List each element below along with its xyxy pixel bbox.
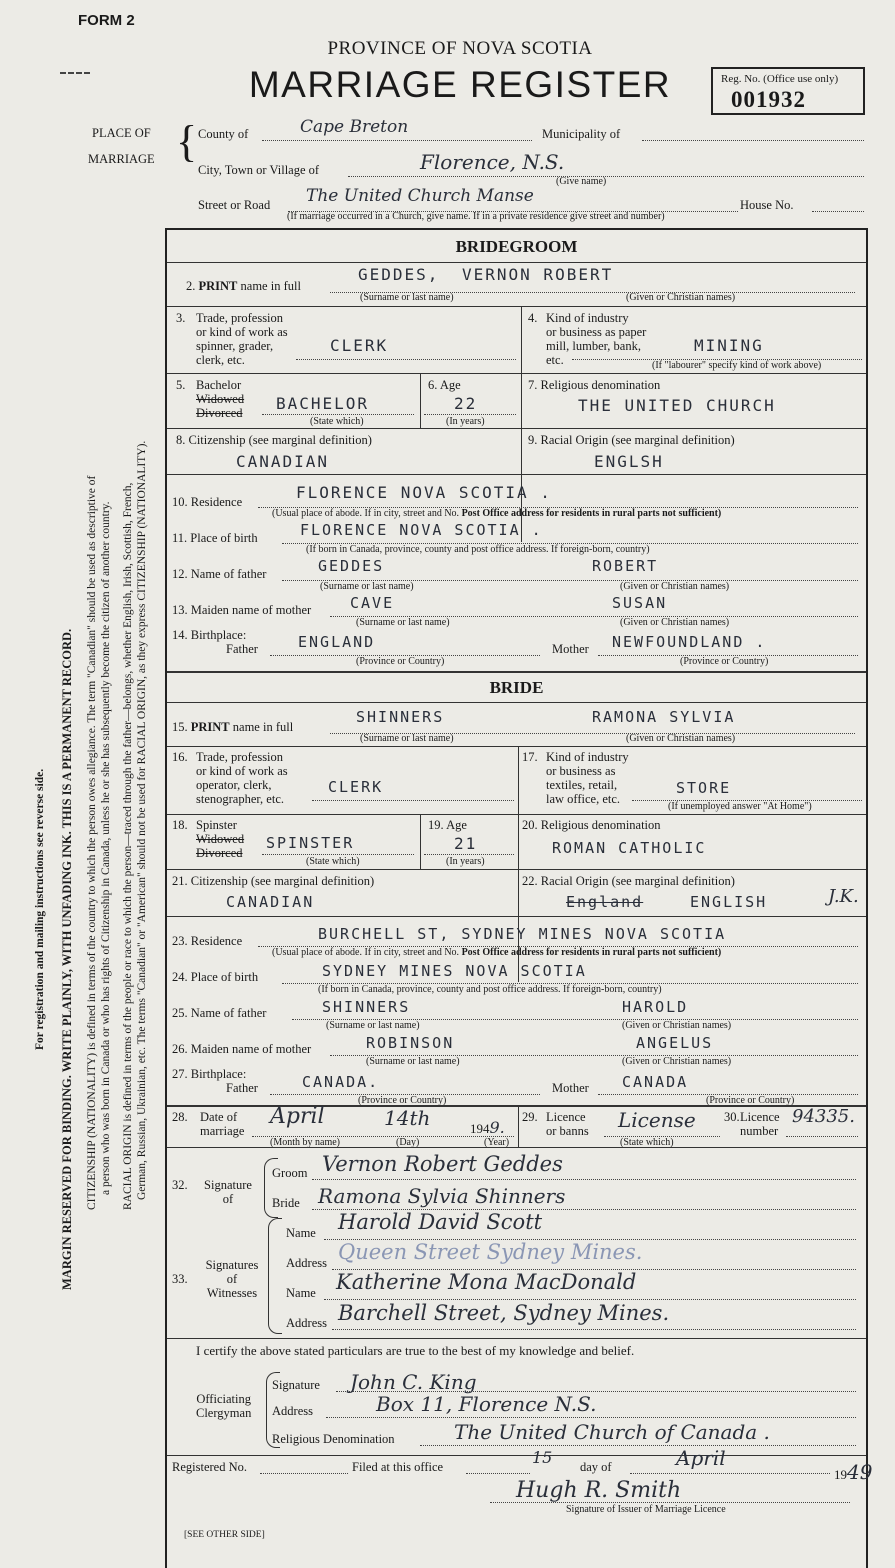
groom-residence: FLORENCE NOVA SCOTIA . <box>296 483 552 502</box>
groom-racial-origin: ENGLSH <box>594 452 664 471</box>
registered-no-label: Registered No. <box>172 1460 247 1474</box>
bride-father-label: 25. Name of father <box>172 1006 267 1020</box>
margin-racial-def-1: RACIAL ORIGIN is defined in terms of the people or race to which the person—traced through the father—belongs, whether English, Irish, Scottish, French, <box>122 482 134 1210</box>
page-title: MARRIAGE REGISTER <box>248 64 672 105</box>
clergyman-signature: John C. King <box>350 1370 477 1394</box>
groom-given-caption: (Given or Christian names) <box>626 292 736 303</box>
groom-birthplace: FLORENCE NOVA SCOTIA . <box>300 521 543 539</box>
bridegroom-heading: BRIDEGROOM <box>455 237 578 256</box>
filed-year: 1949 <box>834 1460 873 1484</box>
filed-month: April <box>676 1446 726 1470</box>
groom-mother-label: 13. Maiden name of mother <box>172 603 312 617</box>
witness-2-address: Barchell Street, Sydney Mines. <box>338 1301 670 1325</box>
groom-mother-given: SUSAN <box>612 594 668 612</box>
groom-given-names: VERNON ROBERT <box>462 265 614 284</box>
bride-mother-given: ANGELUS <box>636 1034 714 1052</box>
street-caption: (If marriage occurred in a Church, give name. If in a private residence give street and number) <box>287 211 665 222</box>
groom-father-given: ROBERT <box>592 557 659 575</box>
bride-residence: BURCHELL ST, SYDNEY MINES NOVA SCOTIA <box>318 925 727 943</box>
bride-father-surname: SHINNERS <box>322 998 411 1016</box>
give-name-caption: (Give name) <box>556 176 607 187</box>
bride-mother-birthplace: CANADA <box>622 1073 689 1091</box>
groom-citizenship: CANADIAN <box>236 452 330 471</box>
bride-name-label: 15. PRINT name in full <box>172 720 294 734</box>
groom-father-surname: GEDDES <box>318 557 385 575</box>
date-label: Date of marriage <box>200 1110 245 1138</box>
licence-label: Licence or banns <box>546 1110 589 1138</box>
city-label: City, Town or Village of <box>198 163 320 177</box>
bride-residence-label: 23. Residence <box>172 934 243 948</box>
groom-age: 22 <box>454 394 478 413</box>
bride-trade-label: Trade, profession or kind of work as operator, clerk, stenographer, etc. <box>196 750 288 806</box>
groom-racial-label: 9. Racial Origin (see marginal definition) <box>528 433 735 447</box>
witness-2-name: Katherine Mona MacDonald <box>336 1270 637 1294</box>
issuer-signature: Hugh R. Smith <box>516 1478 682 1503</box>
margin-racial-def-2: German, Russian, Ukrainian, etc. The terms "Canadian" or "American" should not be used for RACIAL ORIGIN, as they express CITIZENSHIP (NATIONALITY). <box>136 440 148 1200</box>
bride-marital-status: SPINSTER <box>266 834 355 852</box>
street-label: Street or Road <box>198 198 271 212</box>
bride-mother-label: 26. Maiden name of mother <box>172 1042 312 1056</box>
bride-trade: CLERK <box>328 778 384 796</box>
bride-mother-surname: ROBINSON <box>366 1034 455 1052</box>
margin-binding-note: MARGIN RESERVED FOR BINDING. WRITE PLAINLY, WITH UNFADING INK. THIS IS A PERMANENT RECORD. <box>60 628 74 1290</box>
bride-religion-label: 20. Religious denomination <box>522 818 661 832</box>
reg-number: 001932 <box>731 87 806 112</box>
licence-number-label: Licence number <box>740 1110 780 1138</box>
groom-birthplace-label: 11. Place of birth <box>172 531 258 545</box>
margin-instructions-note: For registration and mailing instructions see reverse side. <box>34 768 46 1050</box>
witnesses-label: Signatures of Witnesses <box>205 1258 259 1300</box>
groom-surname-caption: (Surname or last name) <box>360 292 454 303</box>
bride-surname: SHINNERS <box>356 708 445 726</box>
form-number: FORM 2 <box>78 12 135 29</box>
house-label: House No. <box>740 198 794 212</box>
bride-birthplace-label: 24. Place of birth <box>172 970 259 984</box>
groom-parents-birthplace-label: 14. Birthplace: <box>172 628 247 642</box>
bride-industry: STORE <box>676 779 732 797</box>
place-label-1: PLACE OF <box>92 126 151 140</box>
groom-marital-status: BACHELOR <box>276 394 370 413</box>
bride-father-given: HAROLD <box>622 998 689 1016</box>
bride-father-birthplace: CANADA. <box>302 1073 380 1091</box>
bride-signature-label: Bride <box>272 1196 300 1210</box>
marriage-day: 14th <box>384 1106 431 1130</box>
street-value: The United Church Manse <box>306 186 534 206</box>
groom-father-label: 12. Name of father <box>172 567 267 581</box>
city-value: Florence, N.S. <box>420 150 565 174</box>
bride-racial-label: 22. Racial Origin (see marginal definition) <box>522 874 735 888</box>
see-other-side: [SEE OTHER SIDE] <box>184 1530 265 1540</box>
filed-label: Filed at this office <box>352 1460 444 1474</box>
marriage-year: 1949. <box>470 1118 505 1137</box>
bride-age-label: 19. Age <box>428 818 467 832</box>
bride-religion: ROMAN CATHOLIC <box>552 839 707 857</box>
signature-of-label: Signature of <box>204 1178 252 1206</box>
witness-1-address: Queen Street Sydney Mines. <box>338 1240 643 1264</box>
witness-1-name: Harold David Scott <box>338 1210 543 1234</box>
issuer-caption: Signature of Issuer of Marriage Licence <box>566 1504 726 1515</box>
bride-status-label: Spinster Widowed Divorced <box>196 818 245 860</box>
place-brace: { <box>176 117 198 166</box>
place-label-2: MARRIAGE <box>88 152 155 166</box>
groom-status-label: Bachelor Widowed Divorced <box>196 378 245 420</box>
correction-initials: J.K. <box>828 886 859 907</box>
clergyman-address: Box 11, Florence N.S. <box>376 1392 597 1416</box>
groom-citizenship-label: 8. Citizenship (see marginal definition) <box>176 433 372 447</box>
bride-racial-origin: ENGLISH <box>690 893 768 911</box>
groom-age-label: 6. Age <box>428 378 461 392</box>
reg-number-box <box>711 67 865 115</box>
groom-mother-birthplace: NEWFOUNDLAND . <box>612 633 767 651</box>
municipality-label: Municipality of <box>542 127 621 141</box>
licence-number: 94335. <box>792 1106 855 1127</box>
certification-text: I certify the above stated particulars are true to the best of my knowledge and belief. <box>196 1343 635 1358</box>
groom-industry-note: (If "labourer" specify kind of work above) <box>652 360 822 371</box>
margin-citizenship-def-2: a person who was born in Canada or who has rights of Citizenship in Canada, unless he or she has subsequently become the citizen of another country. <box>100 501 112 1195</box>
groom-industry-label: Kind of industry or business as paper mill, lumber, bank, etc. <box>546 311 647 367</box>
county-label: County of <box>198 127 249 141</box>
reg-label: Reg. No. (Office use only) <box>721 73 839 85</box>
groom-signature-label: Groom <box>272 1166 308 1180</box>
county-value: Cape Breton <box>300 117 409 137</box>
groom-trade-label: 3. <box>176 311 186 325</box>
groom-religion: THE UNITED CHURCH <box>578 396 776 415</box>
bride-signature: Ramona Sylvia Shinners <box>318 1184 566 1208</box>
licence-type: License <box>618 1108 696 1132</box>
filed-day: 15 <box>532 1448 553 1467</box>
bride-age: 21 <box>454 834 478 853</box>
groom-signature: Vernon Robert Geddes <box>322 1152 563 1176</box>
bride-heading: BRIDE <box>489 678 544 697</box>
margin-citizenship-def-1: CITIZENSHIP (NATIONALITY) is defined in terms of the country to which the person owes allegiance. The term "Canadian" should be used as descriptive of <box>86 475 98 1210</box>
bride-citizenship: CANADIAN <box>226 893 315 911</box>
bride-birthplace: SYDNEY MINES NOVA SCOTIA <box>322 962 587 980</box>
groom-religion-label: 7. Religious denomination <box>528 378 661 392</box>
bride-racial-origin-struck: England <box>566 893 644 911</box>
bride-citizenship-label: 21. Citizenship (see marginal definition) <box>172 874 375 888</box>
officiating-clergyman-label: Officiating Clergyman <box>196 1392 252 1420</box>
groom-name-label: 2. PRINT name in full <box>186 279 301 293</box>
groom-surname: GEDDES, <box>358 265 440 284</box>
groom-industry: MINING <box>694 336 764 355</box>
groom-residence-label: 10. Residence <box>172 495 243 509</box>
groom-mother-surname: CAVE <box>350 594 395 612</box>
margin-mark <box>60 72 90 74</box>
bride-given-names: RAMONA SYLVIA <box>592 708 736 726</box>
province-title: PROVINCE OF NOVA SCOTIA <box>327 38 593 59</box>
marriage-month: April <box>270 1104 325 1129</box>
groom-father-birthplace: ENGLAND <box>298 633 376 651</box>
bride-parents-birthplace-label: 27. Birthplace: <box>172 1067 247 1081</box>
bride-industry-label: Kind of industry or business as textiles, retail, law office, etc. <box>546 750 629 806</box>
groom-trade: CLERK <box>330 336 389 355</box>
clergyman-denomination: The United Church of Canada . <box>454 1420 770 1444</box>
